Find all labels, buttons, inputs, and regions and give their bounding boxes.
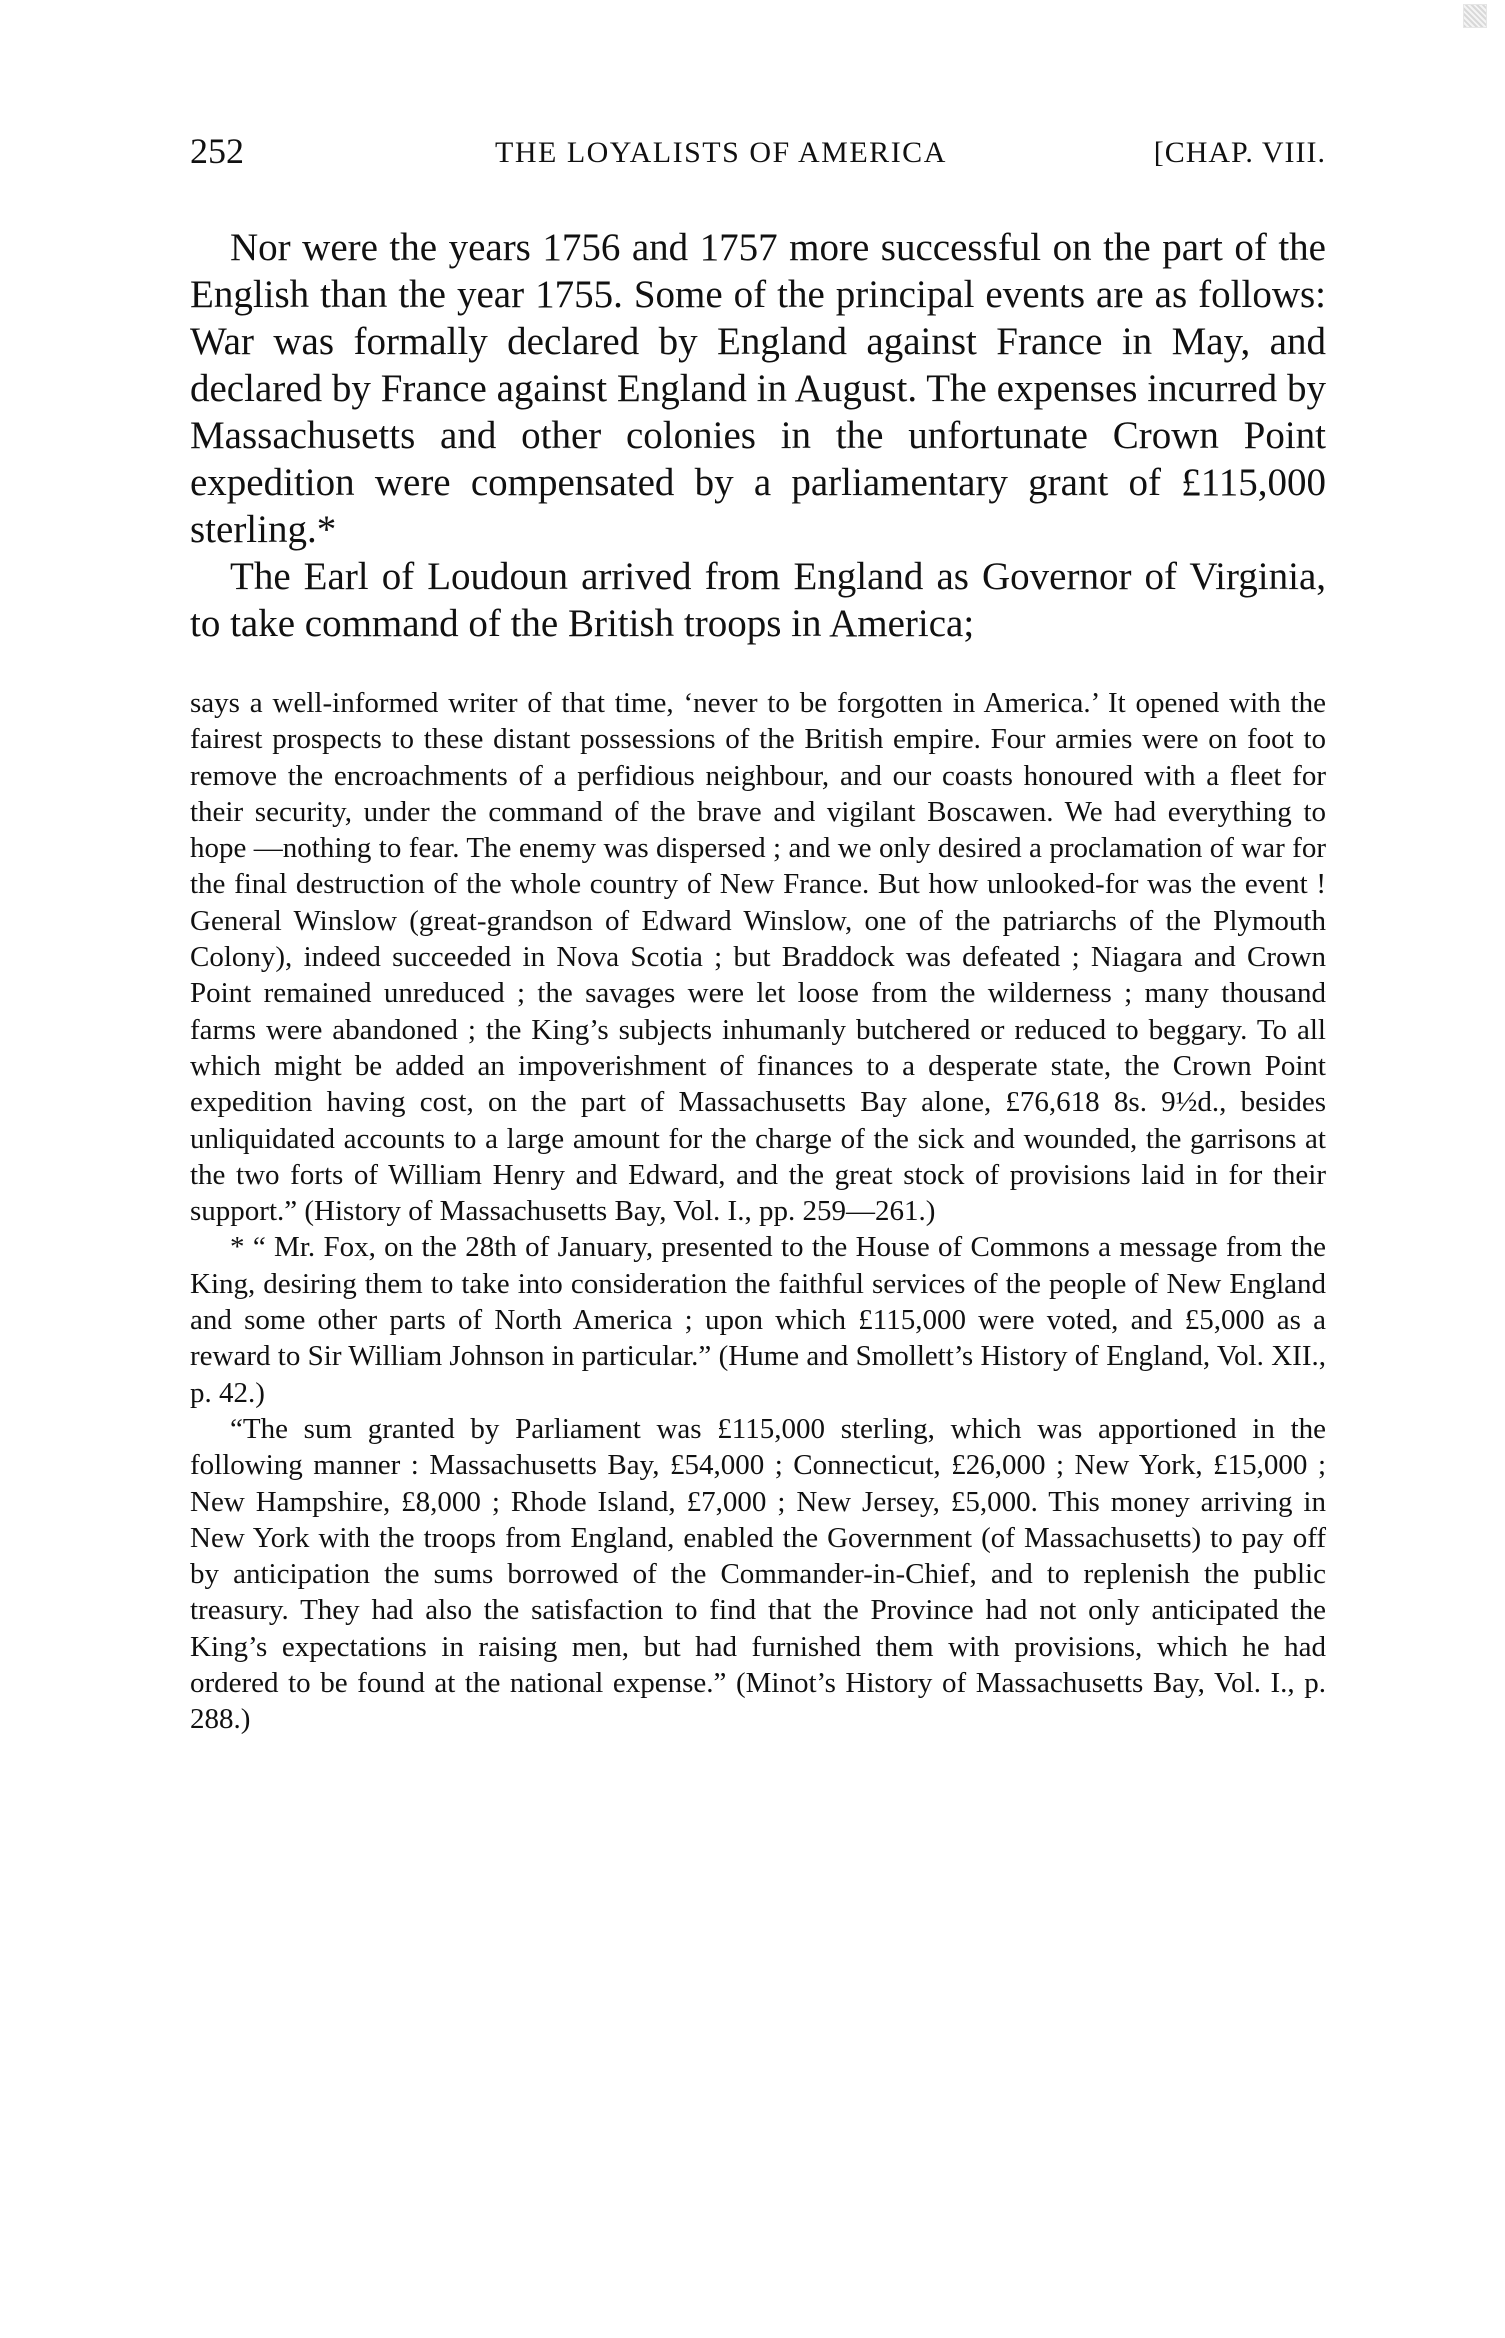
page-header: [190, 130, 1326, 180]
scan-corner-mark: [1463, 4, 1487, 28]
main-text: [190, 224, 1326, 647]
footnote-continued-quote: says a well-informed writer of that time, ‘never to be forgotten in America.’ It opened with the fairest prospects to these distant possessions of the British empire. Four armies were on foot to remove the encroachments of a perfidious neighbour, and our coasts honoured with a fleet for their security, under the command of the brave and vigilant Boscawen. We had everything to hope —nothing to fear. The enemy was dispersed ; and we only desired a proclamation of war for the final destruction of the whole country of New France. But how unlooked-for was the event ! General Winslow (great-grandson of Edward Winslow, one of the patriarchs of the Plymouth Colony), indeed succeeded in Nova Scotia ; but Braddock was defeated ; Niagara and Crown Point remained unreduced ; the savages were let loose from the wilderness ; many thousand farms were abandoned ; the King’s subjects inhumanly butchered or reduced to beggary. To all which might be added an impoverishment of finances to a desperate state, the Crown Point expedition having cost, on the part of Massachusetts Bay alone, £76,618 8s. 9½d., besides unliquidated accounts to a large amount for the charge of the sick and wounded, the garrisons at the two forts of William Henry and Edward, and the great stock of provisions laid in for their support.” (History of Massachusetts Bay, Vol. I., pp. 259—261.): [190, 687, 1326, 1228]
main-paragraph: The Earl of Loudoun arrived from England as Governor of Virginia, to take command of the British troops in America;: [190, 555, 1326, 645]
book-page: [190, 130, 1326, 1738]
main-paragraph: Nor were the years 1756 and 1757 more successful on the part of the English than the year 1755. Some of the principal events are as follows: War was formally declared by England against France in May, and declared by France against England in August. The expenses incurred by Massachusetts and other colonies in the unfortunate Crown Point expedition were compensated by a parliamentary grant of £115,000 sterling.*: [190, 226, 1326, 551]
footnote-grant-quote: “The sum granted by Parliament was £115,000 sterling, which was apportioned in the following manner : Massachusetts Bay, £54,000 ; Connecticut, £26,000 ; New York, £15,000 ; New Hampshire, £8,000 ; Rhode Island, £7,000 ; New Jersey, £5,000. This money arriving in New York with the troops from England, enabled the Government (of Massachusetts) to pay off by anticipation the sums borrowed of the Commander-in-Chief, and to replenish the public treasury. They had also the satisfaction to find that the Province had not only anticipated the King’s expectations in raising men, but had furnished them with provisions, which he had ordered to be found at the national expense.” (Minot’s History of Massachusetts Bay, Vol. I., p. 288.): [190, 1412, 1326, 1736]
chapter-label: [CHAP. VIII.: [1153, 136, 1326, 169]
footnote-star: * “ Mr. Fox, on the 28th of January, presented to the House of Commons a message from the King, desiring them to take into consideration the faithful services of the people of New England and some other parts of North America ; upon which £115,000 were voted, and £5,000 as a reward to Sir William Johnson in particular.” (Hume and Smollett’s History of England, Vol. XII., p. 42.): [190, 1231, 1326, 1409]
running-title: THE LOYALISTS OF AMERICA: [495, 136, 947, 169]
footnotes: [190, 685, 1326, 1738]
page-number: 252: [190, 131, 244, 171]
